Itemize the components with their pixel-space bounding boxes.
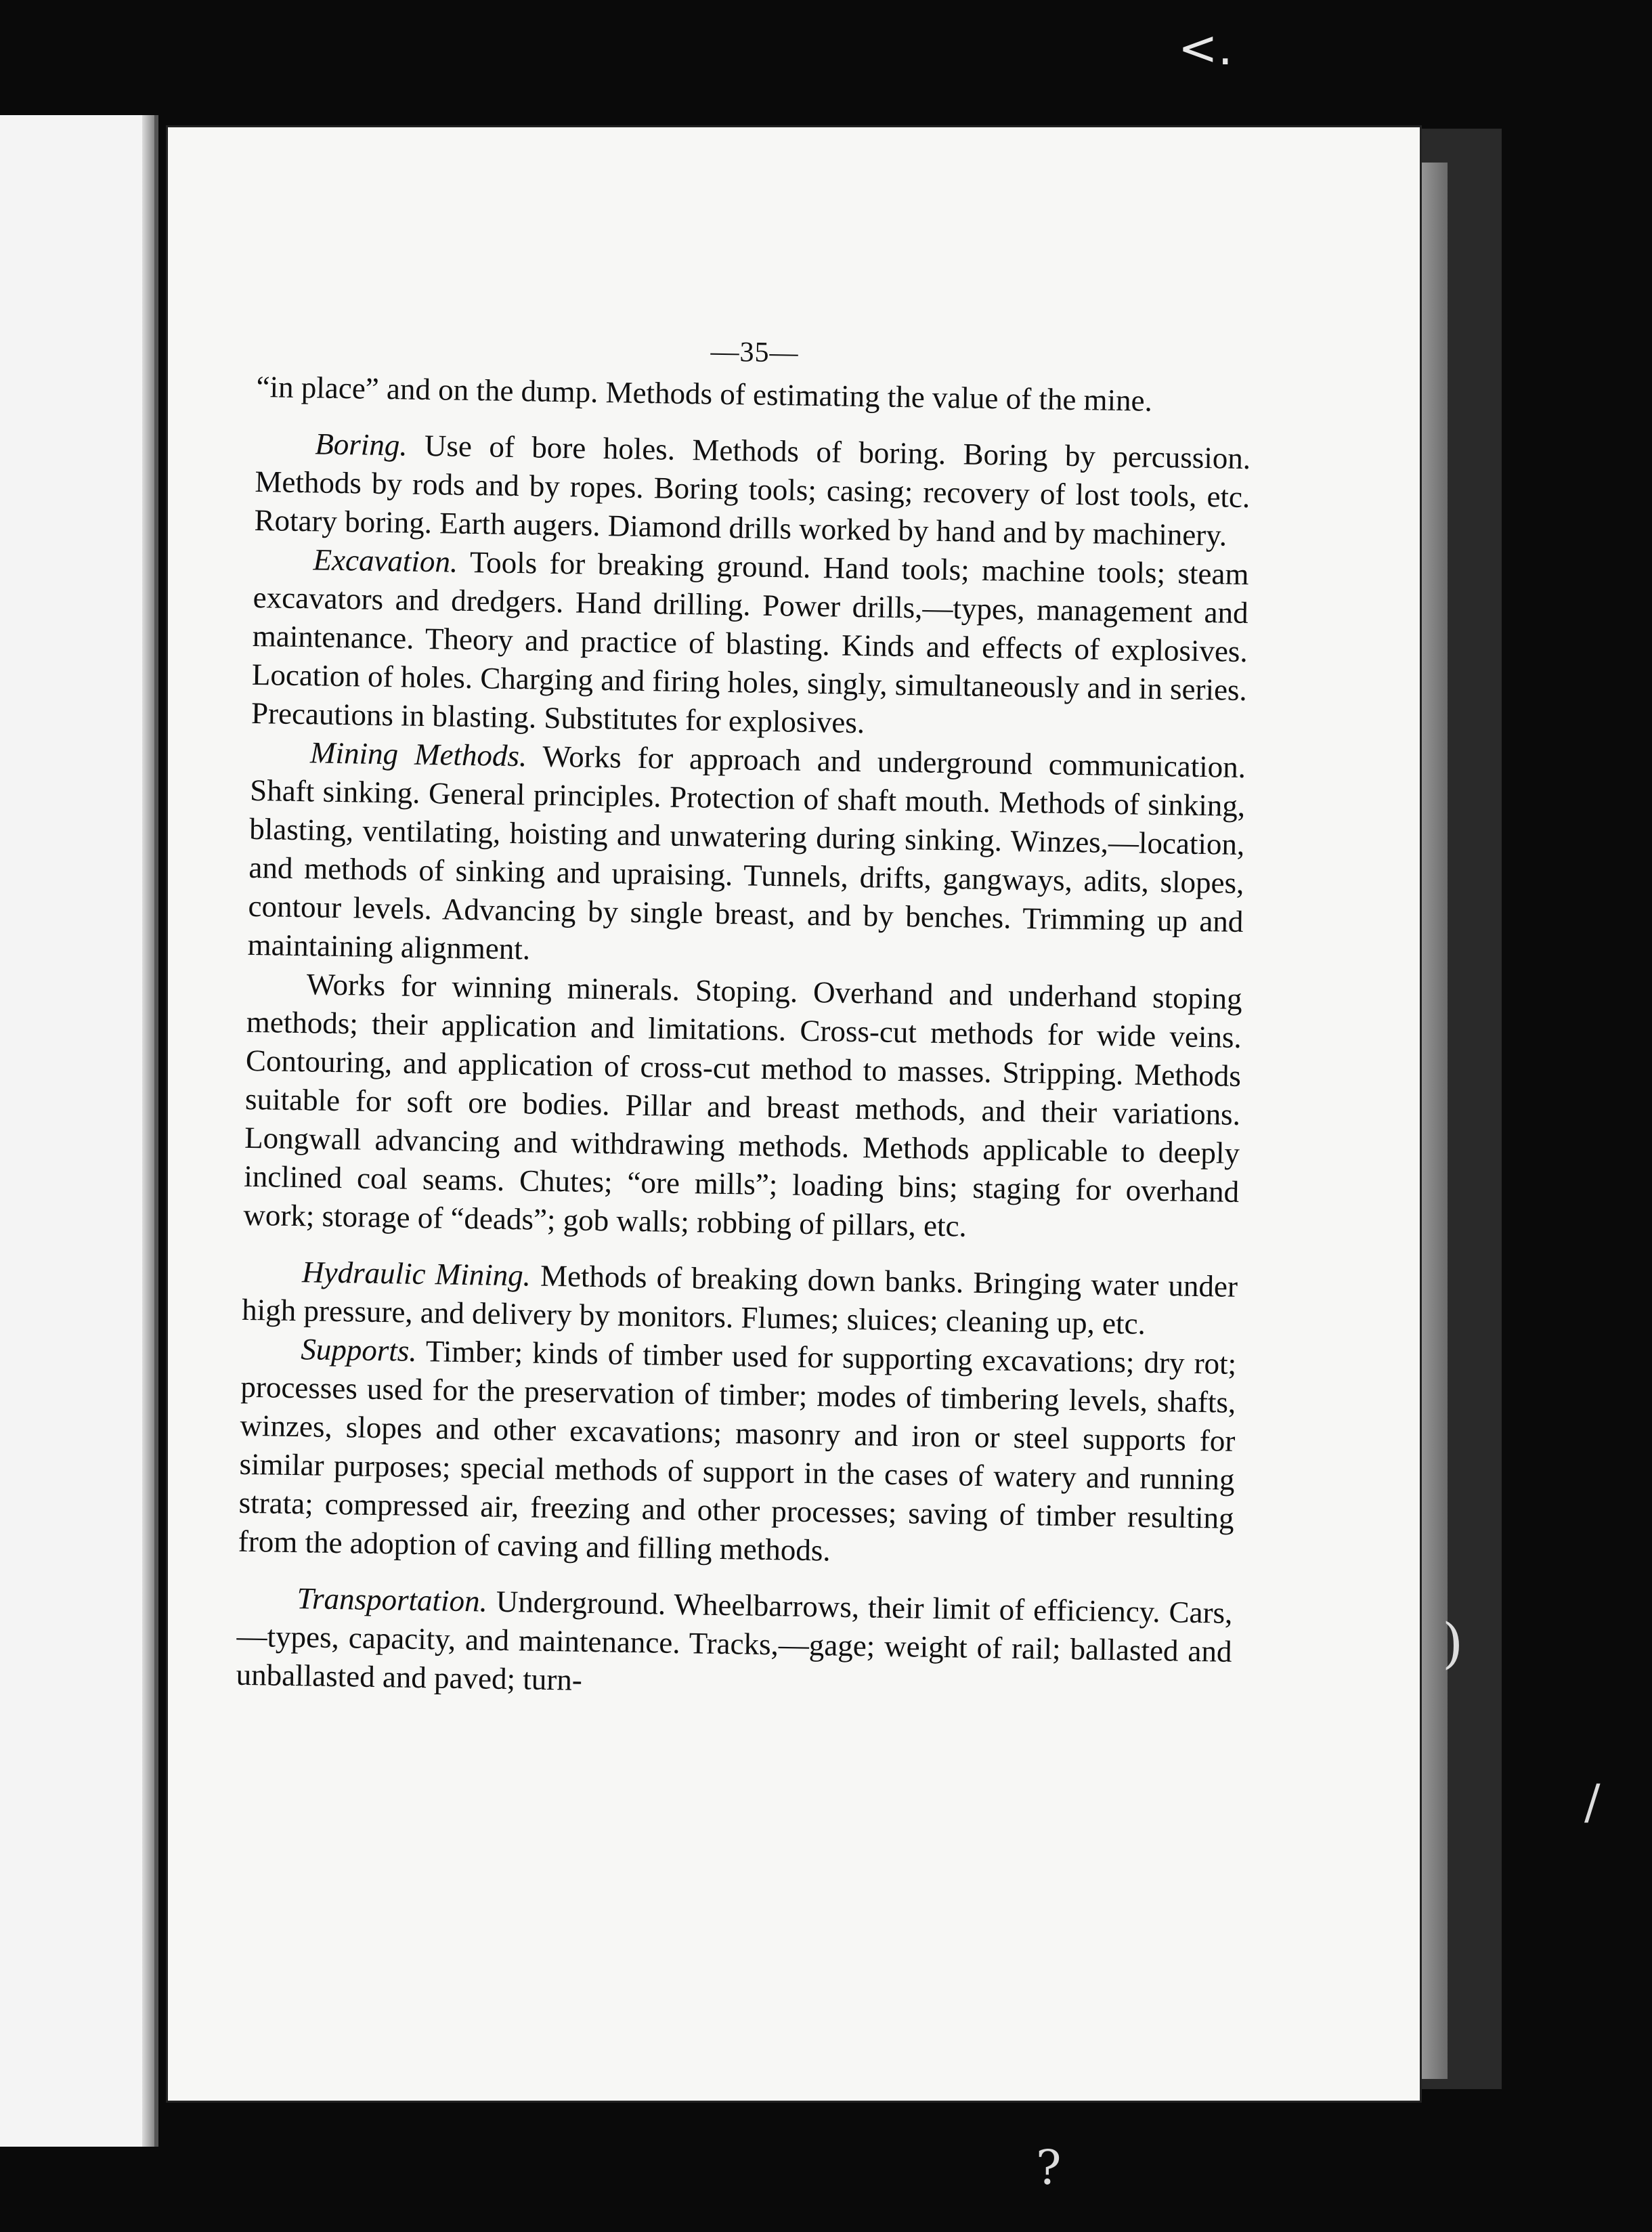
paragraph-heading: Boring.	[314, 427, 408, 463]
paragraph-text: Underground. Wheelbarrows, their limit of efficiency. Cars,—types, capacity, and maintenance. Tracks,—gage; weight of rail; ballasted and unballasted and paved; turn-	[236, 1584, 1233, 1697]
facing-page	[0, 115, 158, 2147]
paragraph-heading: Hydraulic Mining.	[301, 1255, 531, 1293]
paragraph-text: Timber; kinds of timber used for supporting excavations; dry rot; processes used for the preservation of timber; modes of timbering levels, shafts, winzes, slopes and other excavations; masonry and iron or steel supports for similar purposes; special methods of support in the cases of watery and running strata; compressed air, freezing and other processes; saving of timber resulting from the adoption of caving and filling methods.	[238, 1333, 1237, 1568]
paragraph-winning-minerals	[243, 964, 1242, 1250]
paragraph-heading: Excavation.	[313, 542, 458, 579]
margin-mark: )	[1442, 1612, 1464, 1675]
paragraph-text: Methods of breaking down banks. Bringing water under high pressure, and delivery by monitors. Flumes; sluices; cleaning up, etc.	[241, 1258, 1238, 1341]
paragraph-mining-methods	[247, 733, 1246, 980]
paragraph-heading: Supports.	[300, 1332, 417, 1368]
corner-mark: <.	[1178, 20, 1233, 76]
book-page	[166, 125, 1422, 2103]
paragraph-text: Works for approach and underground communication. Shaft sinking. General principles. Protection of shaft mouth. Methods of sinking, blasting, ventilating, hoisting and unwatering during sinking. Winzes,—location, and methods of sinking and upraising. Tunnels, drifts, gangways, adits, slopes, contour levels. Advancing by single breast, and by benches. Trimming up and maintaining alignment.	[247, 739, 1246, 966]
paragraph-excavation	[251, 540, 1249, 748]
paragraph-boring	[254, 424, 1251, 555]
paragraph-text: Use of bore holes. Methods of boring. Boring by percussion. Methods by rods and by ropes. Boring tools; casing; recovery of lost tools, etc. Rotary boring. Earth augers. Diamond drills worked by hand and by machinery.	[254, 428, 1251, 553]
paragraph-text: “in place” and on the dump. Methods of estimating the value of the mine.	[256, 369, 1153, 418]
page-number: —35—	[710, 336, 799, 369]
paragraph-text: Tools for breaking ground. Hand tools; machine tools; steam excavators and dredgers. Hand drilling. Power drills,—types, management and maintenance. Theory and practice of blasting. Kinds and effects of explosives. Location of holes. Charging and firing holes, singly, simultaneously and in series. Precautions in blasting. Substitutes for explosives.	[251, 544, 1249, 740]
margin-tick: /	[1584, 1774, 1601, 1830]
book-gutter	[142, 115, 154, 2147]
paragraph-supports	[238, 1329, 1236, 1576]
page-content	[236, 328, 1253, 1710]
paragraph-continuation	[256, 368, 1252, 422]
paragraph-heading: Mining Methods.	[309, 735, 527, 773]
paragraph-heading: Transportation.	[297, 1581, 488, 1618]
paragraph-text: Works for winning minerals. Stoping. Overhand and underhand stoping methods; their application and limitations. Cross-cut methods for wide veins. Contouring, and application of cross-cut method to masses. Stripping. Methods suitable for soft ore bodies. Pillar and breast methods, and their variations. Longwall advancing and withdrawing methods. Methods applicable to deeply inclined coal seams. Chutes; “ore mills”; loading bins; staging for overhand work; storage of “deads”; gob walls; robbing of pillars, etc.	[243, 967, 1243, 1243]
bottom-mark: ?	[1036, 2140, 1062, 2195]
paragraph-transportation	[236, 1579, 1233, 1710]
